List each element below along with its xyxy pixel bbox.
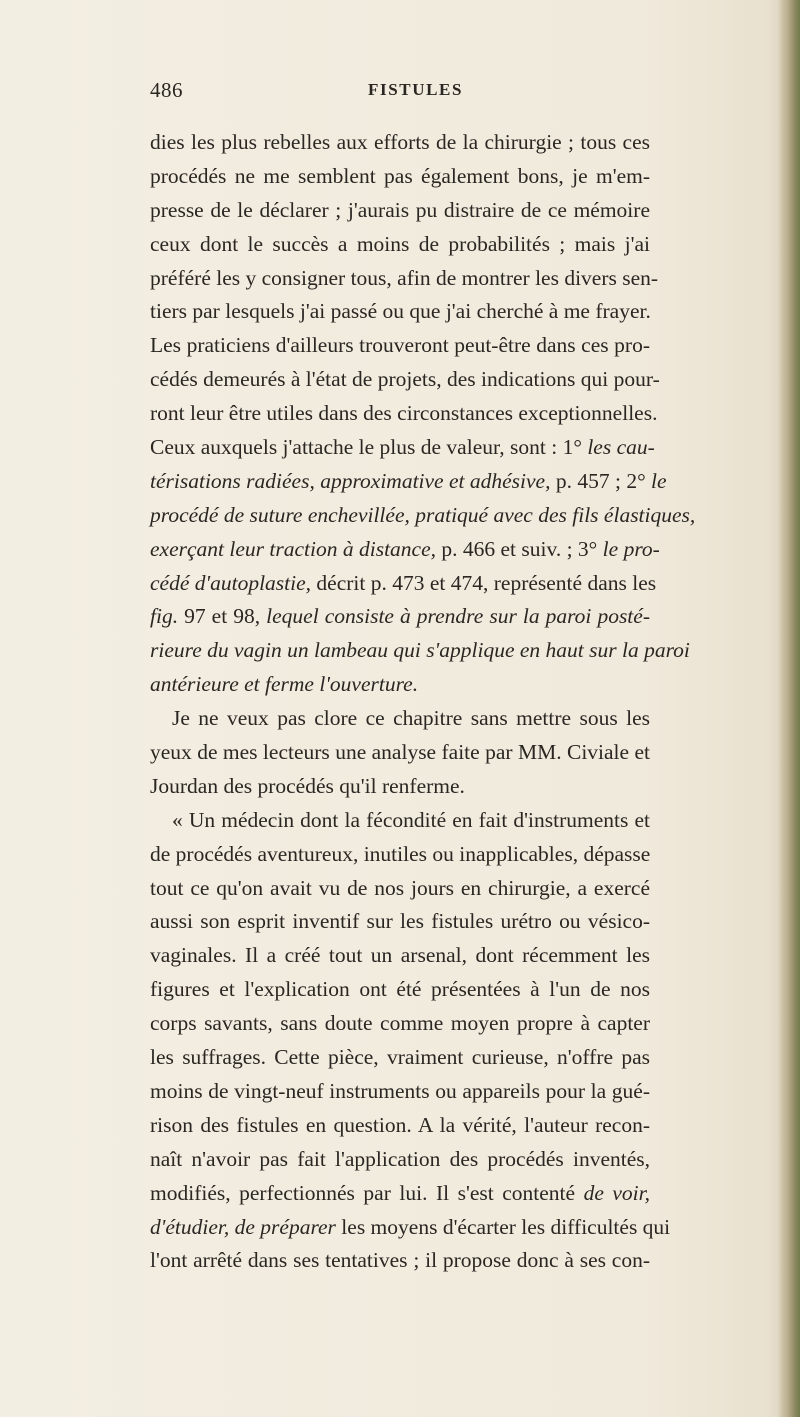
text-segment: p. 457 ; 2° (550, 468, 652, 493)
text-segment: yeux de mes lecteurs une analyse faite par MM. Civiale et (150, 740, 650, 765)
text-segment: rison des fistules en question. A la vérité, l'auteur recon- (150, 1112, 650, 1137)
text-segment: naît n'avoir pas fait l'application des procédés inventés, (150, 1146, 650, 1171)
text-line (150, 905, 650, 939)
text-segment: tiers par lesquels j'ai passé ou que j'ai cherché à me frayer. (150, 299, 651, 324)
italic-text: les cau- (587, 435, 655, 460)
text-segment: modifiés, perfectionnés par lui. Il s'est contenté (150, 1180, 584, 1205)
text-line (150, 499, 696, 533)
text-line (150, 1143, 650, 1177)
page-header (150, 78, 650, 102)
page-edge (778, 0, 800, 1417)
text-line (150, 1244, 650, 1278)
running-head: FISTULES (368, 80, 464, 99)
italic-text: cédé d'autoplastie, (150, 570, 312, 595)
text-line (150, 194, 650, 228)
italic-text: d'étudier, de préparer (150, 1214, 336, 1239)
text-segment: aussi son esprit inventif sur les fistules urétro ou vésico- (150, 909, 650, 934)
text-line (150, 1211, 671, 1245)
italic-text: térisations radiées, approximative et adhésive, (150, 468, 551, 493)
text-line (150, 736, 650, 770)
text-segment: Les praticiens d'ailleurs trouveront peut-être dans ces pro- (150, 333, 650, 358)
italic-text: le (651, 468, 667, 493)
italic-text: le pro- (602, 536, 660, 561)
text-line (150, 668, 650, 702)
text-segment: Ceux auxquels j'attache le plus de valeur, sont : 1° (150, 435, 588, 460)
italic-text: procédé de suture enchevillée, pratiqué avec des fils élastiques, (150, 502, 696, 527)
text-segment: figures et l'explication ont été présentées à l'un de nos (150, 977, 650, 1002)
text-segment: les suffrages. Cette pièce, vraiment curieuse, n'offre pas (150, 1045, 650, 1070)
italic-text: exerçant leur traction à distance, (150, 536, 436, 561)
text-segment: moins de vingt-neuf instruments ou appareils pour la gué- (150, 1078, 650, 1103)
text-segment: tout ce qu'on avait vu de nos jours en chirurgie, a exercé (150, 875, 650, 900)
text-line (150, 262, 659, 296)
text-segment: les moyens d'écarter les difficultés qui (335, 1214, 671, 1239)
text-segment: l'ont arrêté dans ses tentatives ; il propose donc à ses con- (150, 1248, 650, 1273)
text-line (150, 431, 655, 465)
text-segment: presse de le déclarer ; j'aurais pu distraire de ce mémoire (150, 197, 650, 222)
italic-text: fig. (150, 604, 179, 629)
text-segment: corps savants, sans doute comme moyen propre à capter (150, 1011, 650, 1036)
text-segment: ceux dont le succès a moins de probabilités ; mais j'ai (150, 231, 650, 256)
text-line (150, 838, 650, 872)
text-line (150, 397, 658, 431)
text-line (150, 160, 650, 194)
text-line (150, 329, 650, 363)
text-line (150, 804, 650, 838)
text-segment: de procédés aventureux, inutiles ou inapplicables, dépasse (150, 841, 651, 866)
text-segment: procédés ne me semblent pas également bons, je m'em- (150, 163, 650, 188)
body-text (150, 126, 696, 1278)
italic-text: lequel consiste à prendre sur la paroi posté- (266, 604, 650, 629)
text-segment: « Un médecin dont la fécondité en fait d'instruments et (172, 807, 650, 832)
text-line (150, 770, 650, 804)
text-segment: décrit p. 473 et 474, représenté dans les (311, 570, 657, 595)
text-segment: dies les plus rebelles aux efforts de la chirurgie ; tous ces (150, 130, 650, 154)
page-number: 486 (150, 78, 183, 102)
italic-text: rieure du vagin un lambeau qui s'applique en haut sur la paroi (150, 638, 690, 663)
text-line (150, 228, 650, 262)
text-line (150, 634, 690, 668)
text-line (150, 872, 650, 906)
italic-text: de voir, (583, 1180, 651, 1205)
text-line (150, 939, 650, 973)
text-segment: Je ne veux pas clore ce chapitre sans mettre sous les (172, 706, 650, 731)
text-line (150, 126, 650, 160)
text-segment: Jourdan des procédés qu'il renferme. (150, 773, 465, 798)
italic-text: antérieure et ferme l'ouverture. (150, 672, 419, 697)
text-segment: 97 et 98, (178, 604, 267, 629)
text-line (150, 1075, 650, 1109)
text-line (150, 1007, 650, 1041)
text-segment: ront leur être utiles dans des circonstances exceptionnelles. (150, 401, 658, 426)
text-line (150, 465, 667, 499)
text-line (150, 363, 660, 397)
text-segment: p. 466 et suiv. ; 3° (436, 536, 603, 561)
text-line (150, 1177, 650, 1211)
text-line (150, 1041, 650, 1075)
text-segment: cédés demeurés à l'état de projets, des indications qui pour- (150, 367, 660, 392)
text-line (150, 600, 650, 634)
text-line (150, 973, 650, 1007)
text-line (150, 567, 657, 601)
text-line (150, 1109, 650, 1143)
text-segment: préféré les y consigner tous, afin de montrer les divers sen- (150, 265, 659, 290)
text-segment: vaginales. Il a créé tout un arsenal, dont récemment les (150, 943, 650, 968)
text-line (150, 295, 650, 329)
text-line (150, 533, 660, 567)
text-line (150, 702, 650, 736)
